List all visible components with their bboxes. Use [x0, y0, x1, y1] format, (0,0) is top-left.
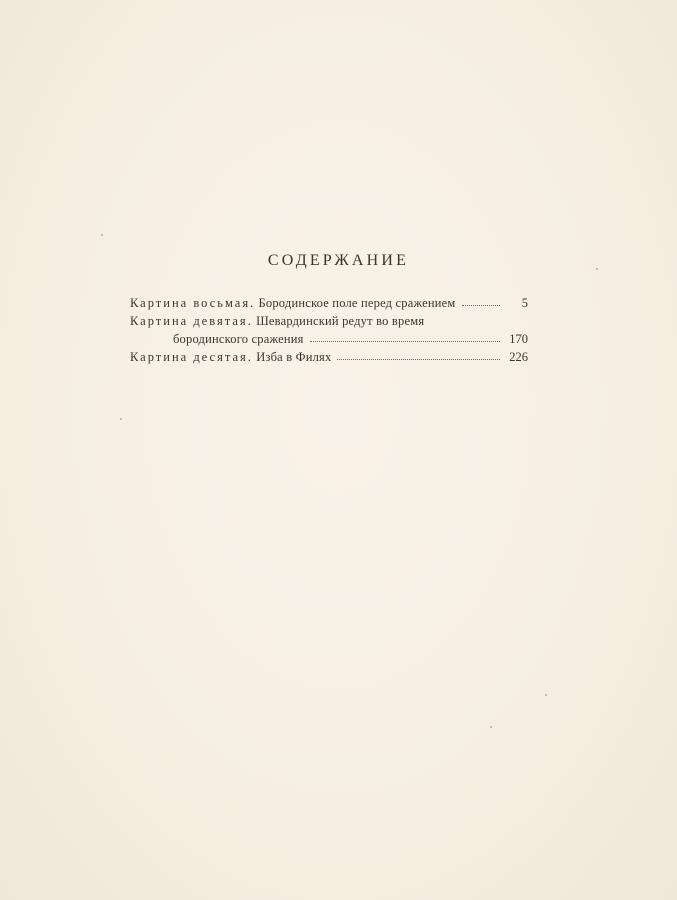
toc-entry-text: Бородинское поле перед сражением [258, 296, 456, 310]
toc-entry-text: Шевардинский редут во время [256, 314, 425, 328]
paper-speck [545, 694, 547, 696]
page-title: СОДЕРЖАНИЕ [267, 252, 410, 269]
toc-entry-3 [130, 348, 528, 366]
toc-entry-1 [130, 294, 528, 312]
toc-page-number: 170 [509, 332, 528, 346]
toc-entry-label [130, 348, 331, 366]
table-of-contents [130, 294, 528, 366]
dot-leader [337, 359, 500, 360]
toc-entry-label [130, 294, 456, 312]
toc-page-number: 5 [521, 296, 528, 310]
toc-entry-2-continuation [130, 330, 528, 348]
paper-speck [101, 234, 103, 236]
toc-entry-prefix: Картина восьмая. [130, 296, 256, 310]
toc-page-number: 226 [509, 350, 528, 364]
dot-leader [310, 341, 500, 342]
toc-entry-prefix: Картина десятая. [130, 350, 253, 364]
paper-speck [490, 726, 492, 728]
paper-speck [120, 418, 122, 420]
paper-speck [596, 268, 598, 270]
toc-entry-2 [130, 312, 528, 330]
dot-leader [462, 305, 500, 306]
toc-entry-continuation-text: бородинского сражения [173, 332, 304, 346]
toc-entry-text: Изба в Филях [256, 350, 332, 364]
toc-entry-label [130, 312, 424, 330]
toc-entry-prefix: Картина девятая. [130, 314, 253, 328]
